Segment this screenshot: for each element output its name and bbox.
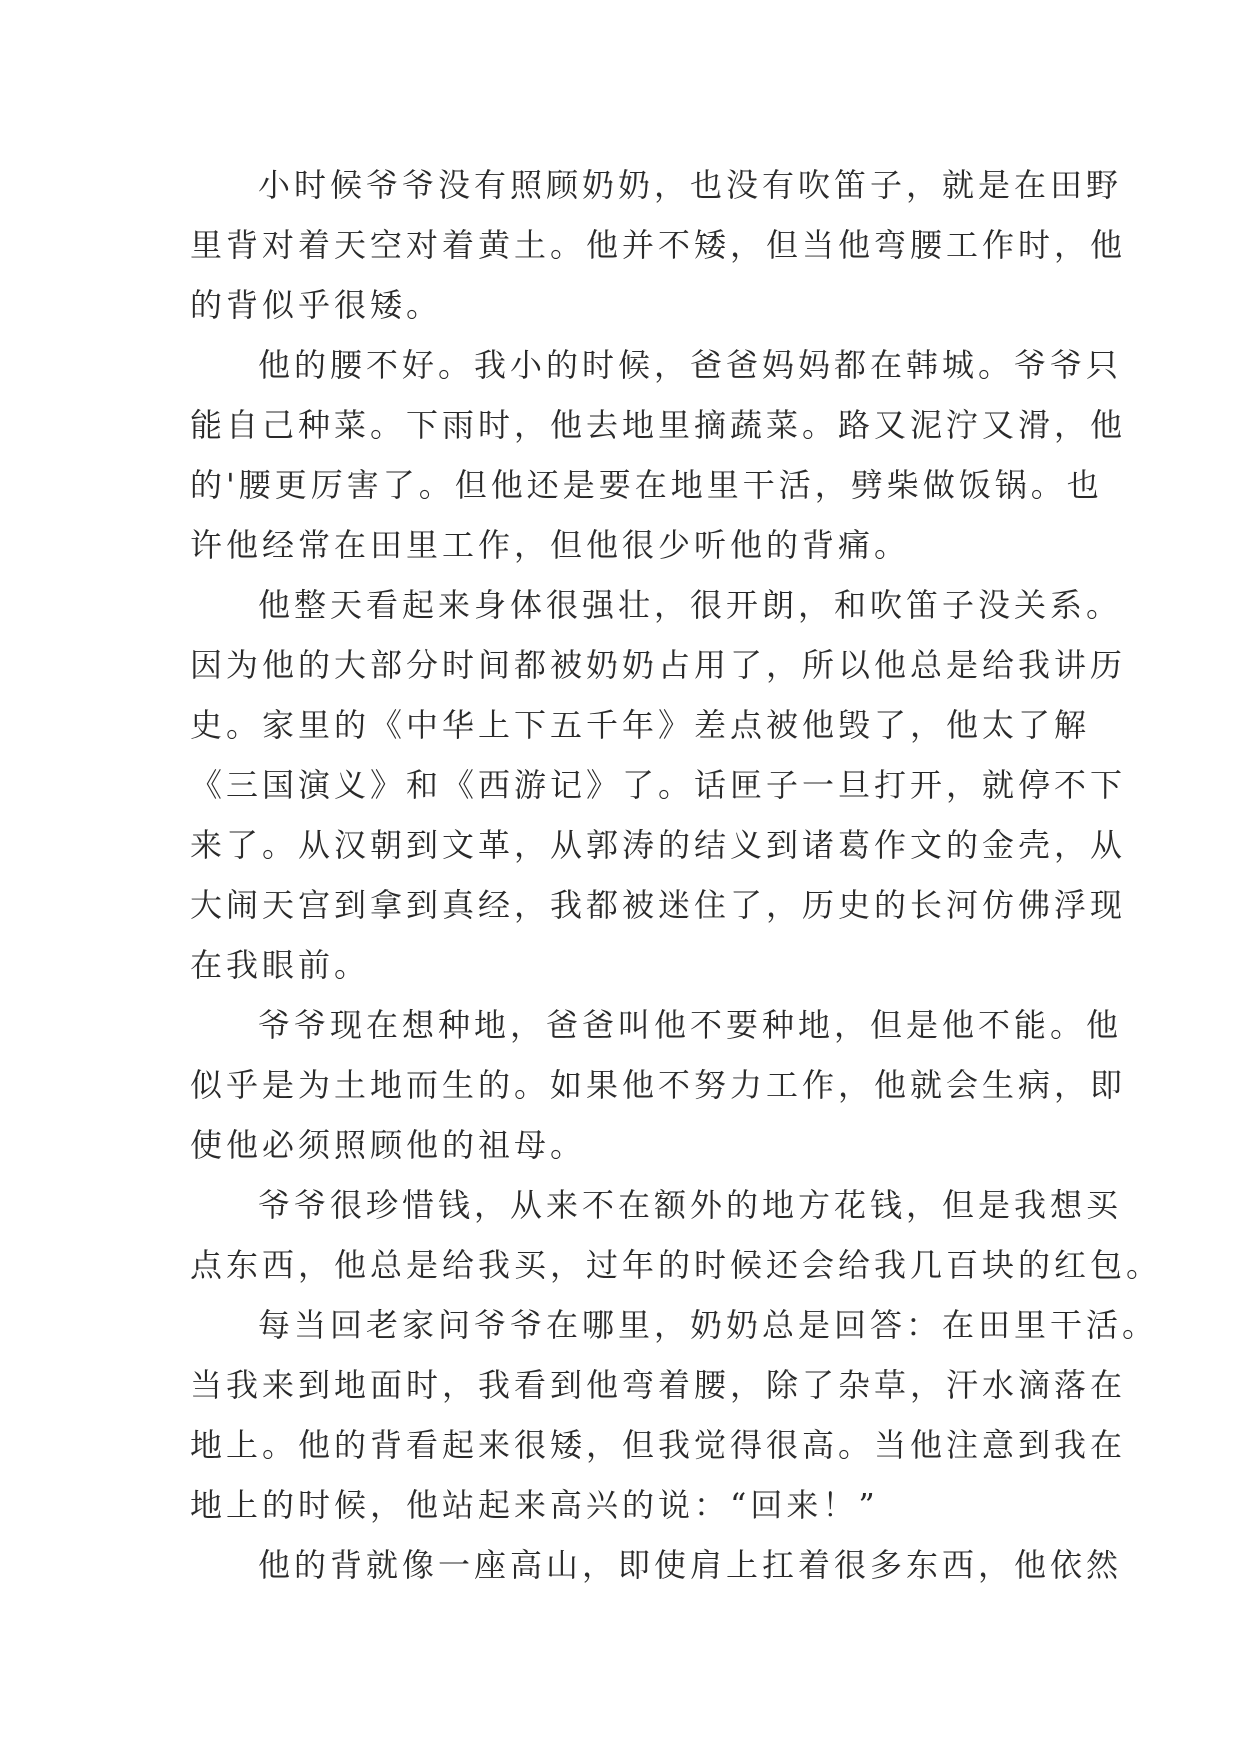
text-line: 小时候爷爷没有照顾奶奶，也没有吹笛子，就是在田野	[258, 166, 1123, 204]
document-body	[190, 155, 1163, 1595]
text-line: 使他必须照顾他的祖母。	[190, 1126, 587, 1164]
paragraph-4	[190, 995, 1127, 1175]
text-line: 的'腰更厉害了。但他还是要在地里干活，劈柴做饭锅。也	[190, 466, 1103, 504]
text-line: 点东西，他总是给我买，过年的时候还会给我几百块的红包。	[190, 1246, 1163, 1284]
text-line: 因为他的大部分时间都被奶奶占用了，所以他总是给我讲历	[190, 646, 1127, 684]
text-line: 的背似乎很矮。	[190, 286, 443, 324]
paragraph-3	[190, 575, 1127, 995]
text-line: 里背对着天空对着黄土。他并不矮，但当他弯腰工作时，他	[190, 226, 1127, 264]
text-line: 爷爷现在想种地，爸爸叫他不要种地，但是他不能。他	[258, 1006, 1123, 1044]
text-line: 史。家里的《中华上下五千年》差点被他毁了，他太了解	[190, 706, 1091, 744]
text-line: 他整天看起来身体很强壮，很开朗，和吹笛子没关系。	[258, 586, 1123, 624]
paragraph-1	[190, 155, 1127, 335]
text-line: 在我眼前。	[190, 946, 371, 984]
text-line: 似乎是为土地而生的。如果他不努力工作，他就会生病，即	[190, 1066, 1127, 1104]
text-line: 当我来到地面时，我看到他弯着腰，除了杂草，汗水滴落在	[190, 1366, 1127, 1404]
text-line: 《三国演义》和《西游记》了。话匣子一旦打开，就停不下	[190, 766, 1127, 804]
text-line: 爷爷很珍惜钱，从来不在额外的地方花钱，但是我想买	[258, 1186, 1123, 1224]
paragraph-7	[190, 1535, 1123, 1595]
text-line: 地上。他的背看起来很矮，但我觉得很高。当他注意到我在	[190, 1426, 1127, 1464]
text-line: 来了。从汉朝到文革，从郭涛的结义到诸葛作文的金壳，从	[190, 826, 1127, 864]
text-line: 他的腰不好。我小的时候，爸爸妈妈都在韩城。爷爷只	[258, 346, 1123, 384]
text-line: 大闹天宫到拿到真经，我都被迷住了，历史的长河仿佛浮现	[190, 886, 1127, 924]
text-line: 许他经常在田里工作，但他很少听他的背痛。	[190, 526, 911, 564]
text-line: 他的背就像一座高山，即使肩上扛着很多东西，他依然	[258, 1546, 1123, 1584]
text-line: 能自己种菜。下雨时，他去地里摘蔬菜。路又泥泞又滑，他	[190, 406, 1127, 444]
paragraph-6	[190, 1295, 1159, 1535]
paragraph-2	[190, 335, 1127, 575]
paragraph-5	[190, 1175, 1163, 1295]
text-line: 地上的时候，他站起来高兴的说：“回来！”	[190, 1486, 879, 1524]
text-line: 每当回老家问爷爷在哪里，奶奶总是回答：在田里干活。	[258, 1306, 1159, 1344]
